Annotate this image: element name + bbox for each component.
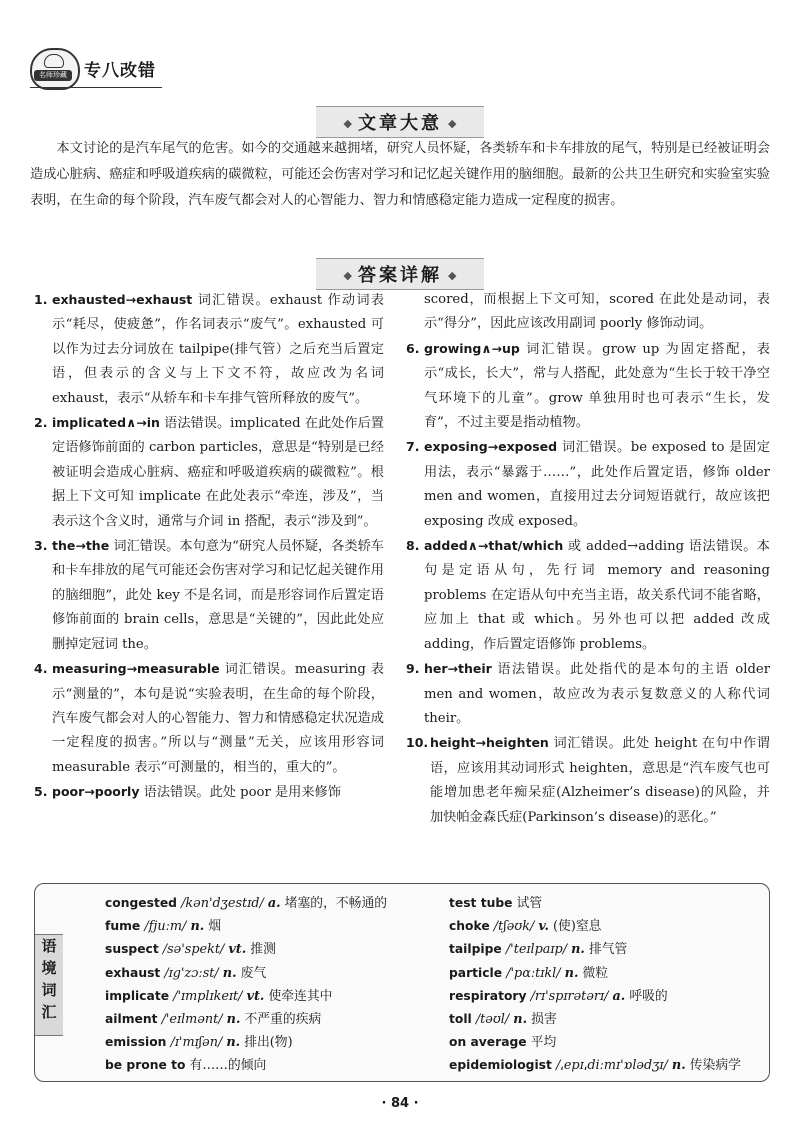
logo-text: 名师珍藏 xyxy=(34,70,72,81)
answer-item: 9. her→their 语法错误。此处指代的是本句的主语 older men and women，故应改为表示复数意义的人称代词 their。 xyxy=(406,661,770,726)
mascot-icon xyxy=(44,54,64,68)
header-divider xyxy=(30,87,162,88)
vocab-entry: emission /ɪ'mɪʃən/ n. 排出(物) xyxy=(105,1035,293,1051)
logo xyxy=(30,48,80,90)
vocab-entry: implicate /'ɪmplɪkeɪt/ vt. 使牵连其中 xyxy=(105,988,333,1004)
diamond-icon: ◆ xyxy=(448,269,457,282)
answer-item: 3. the→the 词汇错误。本句意为“研究人员怀疑，各类轿车和卡车排放的尾气可能还会伤害对学习和记忆起关键作用的脑细胞”，此处 key 不是名词，而是形容词作后置定语修饰前面的 brain cells，意思是“关键的”，因此此处应删掉定冠词 the。 xyxy=(34,538,384,652)
vocab-entry: respiratory /rɪ'spɪrətərɪ/ a. 呼吸的 xyxy=(449,988,668,1004)
summary-heading xyxy=(0,106,800,138)
vocab-entry: toll /təʊl/ n. 损害 xyxy=(449,1012,557,1028)
page-number: · 84 · xyxy=(381,1096,419,1111)
vocab-entry: on average 平均 xyxy=(449,1035,557,1051)
vocabulary-box xyxy=(34,883,770,1082)
vocab-entry: fume /fjuːm/ n. 烟 xyxy=(105,919,222,935)
vocab-entry: ailment /'eɪlmənt/ n. 不严重的疾病 xyxy=(105,1012,322,1028)
answers-title: 答案详解 xyxy=(358,265,442,286)
vocab-entry: test tube 试管 xyxy=(449,896,543,911)
vocab-entry: choke /tʃəʊk/ v. (使)窒息 xyxy=(449,919,602,935)
vocab-entry: congested /kən'dʒestɪd/ a. 堵塞的，不畅通的 xyxy=(105,896,388,911)
vocab-entry: exhaust /ɪg'zɔːst/ n. 废气 xyxy=(105,965,267,981)
answer-item: 5. poor→poorly 语法错误。此处 poor 是用来修饰 xyxy=(34,784,341,801)
diamond-icon: ◆ xyxy=(343,117,352,130)
answer-item: 2. implicated∧→in 语法错误。implicated 在此处作后置定语修饰前面的 carbon particles，意思是“特别是已经被证明会造成心脏病、癌症和呼吸道疾病的碳微粒”。根据上下文可知 implicate 在此处表示“牵连，涉及”，当表示这个含义时，通常与介词 in 搭配，表示“涉及到”。 xyxy=(34,415,384,529)
answer-continuation: scored，而根据上下文可知，scored 在此处是动词，表示“得分”，因此应该改用副词 poorly 修饰动词。 xyxy=(424,292,770,332)
answers-heading xyxy=(0,258,800,290)
vocabulary-left-column xyxy=(105,892,435,1078)
vocab-entry: suspect /sə'spekt/ vt. 推测 xyxy=(105,942,276,958)
answer-item: 6. growing∧→up 词汇错误。grow up 为固定搭配，表示“成长，长大”，常与人搭配，此处意为“生长于较干净空气环境下的儿童”。grow 单独用时也可表示“生长，发育”，不过主要是指动植物。 xyxy=(406,340,770,431)
answer-item: 1. exhausted→exhaust 词汇错误。exhaust 作动词表示“耗尽，使疲惫”，作名词表示“废气”。exhausted 可以作为过去分词放在 tailpipe(排气管）之后充当后置定语，但表示的含义与上下文不符，故应改为名词 exhaust，表示“从轿车和卡车排气管所释放的废气”。 xyxy=(34,292,384,406)
vocab-entry: particle /'pɑːtɪkl/ n. 微粒 xyxy=(449,965,609,981)
answer-item: 4. measuring→measurable 词汇错误。measuring 表示“测量的”，本句是说“实验表明，在生命的每个阶段，汽车废气都会对人的心智能力、智力和情感稳定状况造成一定程度的损害。”所以与“测量”无关，应该用形容词 measurable 表示“可测量的，相当的，重大的”。 xyxy=(34,661,384,775)
vocab-entry: tailpipe /'teɪlpaɪp/ n. 排气管 xyxy=(449,942,628,958)
answer-item: 8. added∧→that/which 或 added→adding 语法错误。本句是定语从句，先行词 memory and reasoning problems 在定语从句中充当主语，故关系代词不能省略，应加上 that 或 which。另外也可以把 added 改成 adding，作后置定语修饰 problems。 xyxy=(406,538,770,652)
vocab-entry: epidemiologist /ˌepɪˌdiːmɪ'ɒlədʒɪ/ n. 传染病学 xyxy=(449,1058,741,1074)
answer-item: 7. exposing→exposed 词汇错误。be exposed to 是固定用法，表示“暴露于……”，此处作后置定语，修饰 older men and women，直接用过去分词短语就行，故应该把 exposing 改成 exposed。 xyxy=(406,439,770,529)
diamond-icon: ◆ xyxy=(448,117,457,130)
answers-right-column xyxy=(406,288,770,830)
vocabulary-label: 语 境 词 汇 xyxy=(35,934,63,1036)
diamond-icon: ◆ xyxy=(343,269,352,282)
section-label: 专八改错 xyxy=(84,61,156,81)
vocabulary-right-column xyxy=(449,892,767,1078)
answer-item: 10. height→heighten 词汇错误。此处 height 在句中作谓语，应该用其动词形式 heighten，意思是“汽车废气也可能增加患老年痴呆症(Alzheimer’s disease)的风险，并加快帕金森氏症(Parkinson’s disease)的恶化。” xyxy=(406,735,770,825)
answers-left-column xyxy=(34,288,384,806)
vocab-entry: be prone to 有……的倾向 xyxy=(105,1058,267,1074)
summary-title: 文章大意 xyxy=(358,113,442,134)
summary-paragraph: 本文讨论的是汽车尾气的危害。如今的交通越来越拥堵，研究人员怀疑，各类轿车和卡车排放的尾气，特别是已经被证明会造成心脏病、癌症和呼吸道疾病的碳微粒，可能还会伤害对学习和记忆起关键作用的脑细胞。最新的公共卫生研究和实验室实验表明，在生命的每个阶段，汽车废气都会对人的心智能力、智力和情感稳定能力造成一定程度的损害。 xyxy=(30,141,770,208)
